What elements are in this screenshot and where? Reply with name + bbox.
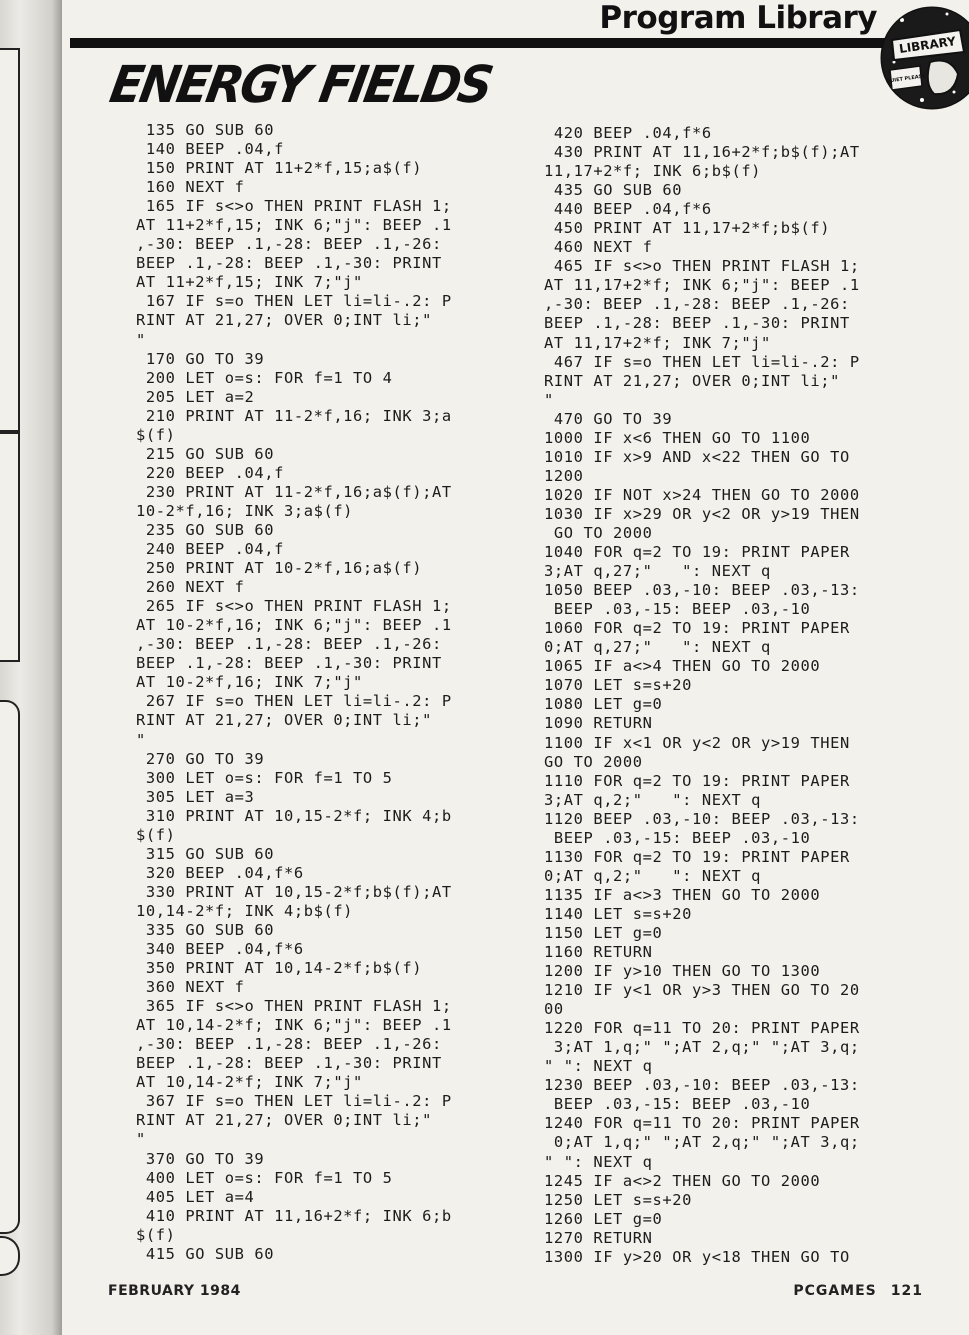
code-line: 1110 FOR q=2 TO 19: PRINT PAPER — [544, 771, 850, 790]
code-line: 1240 FOR q=11 TO 20: PRINT PAPER — [544, 1114, 860, 1133]
code-line: 415 GO SUB 60 — [136, 1244, 275, 1263]
code-line: 1260 LET g=0 — [544, 1209, 663, 1228]
page-number: 121 — [890, 1283, 923, 1299]
code-line: 3;AT q,27;" ": NEXT q — [544, 562, 771, 581]
code-line: 260 NEXT f — [136, 578, 245, 597]
code-line: 1140 LET s=s+20 — [544, 904, 692, 923]
code-line: ,-30: BEEP .1,-28: BEEP .1,-26: — [544, 295, 850, 314]
code-line: 350 PRINT AT 10,14-2*f;b$(f) — [136, 959, 423, 978]
code-line: AT 11+2*f,15; INK 7;"j" — [136, 273, 363, 292]
code-line: 460 NEXT f — [544, 238, 653, 257]
code-line: 167 IF s=o THEN LET li=li-.2: P — [136, 292, 452, 311]
code-line: 135 GO SUB 60 — [136, 121, 275, 139]
code-line: 1065 IF a<>4 THEN GO TO 2000 — [544, 657, 821, 676]
code-line: 265 IF s<>o THEN PRINT FLASH 1; — [136, 597, 452, 616]
code-line: 267 IF s=o THEN LET li=li-.2: P — [136, 692, 452, 711]
code-line: 1135 IF a<>3 THEN GO TO 2000 — [544, 885, 821, 904]
code-line: 270 GO TO 39 — [136, 749, 265, 768]
code-line: 1250 LET s=s+20 — [544, 1190, 692, 1209]
code-line: 240 BEEP .04,f — [136, 540, 284, 559]
code-line: " — [136, 1130, 146, 1149]
magazine-name: PCGAMES — [793, 1283, 877, 1299]
code-line: BEEP .1,-28: BEEP .1,-30: PRINT — [136, 254, 442, 273]
code-line: 3;AT q,2;" ": NEXT q — [544, 790, 762, 809]
code-line: ,-30: BEEP .1,-28: BEEP .1,-26: — [136, 1035, 442, 1054]
code-line: 0;AT q,2;" ": NEXT q — [544, 866, 762, 885]
code-listing-right — [544, 124, 860, 1267]
code-line: 430 PRINT AT 11,16+2*f;b$(f);AT — [544, 143, 860, 162]
code-line: $(f) — [136, 1225, 176, 1244]
code-line: 360 NEXT f — [136, 978, 245, 997]
code-line: RINT AT 21,27; OVER 0;INT li;" — [136, 1111, 432, 1130]
code-line: 465 IF s<>o THEN PRINT FLASH 1; — [544, 257, 860, 276]
code-line: 10,14-2*f; INK 4;b$(f) — [136, 901, 354, 920]
code-line: 450 PRINT AT 11,17+2*f;b$(f) — [544, 219, 831, 238]
code-line: 405 LET a=4 — [136, 1187, 255, 1206]
code-line: 305 LET a=3 — [136, 787, 255, 806]
code-line: 1210 IF y<1 OR y>3 THEN GO TO 20 — [544, 981, 860, 1000]
code-line: 1200 IF y>10 THEN GO TO 1300 — [544, 962, 821, 981]
code-line: " — [544, 390, 554, 409]
code-line: RINT AT 21,27; OVER 0;INT li;" — [136, 311, 432, 330]
code-line: 1300 IF y>20 OR y<18 THEN GO TO — [544, 1247, 850, 1266]
code-line: 1080 LET g=0 — [544, 695, 663, 714]
adjacent-page-box — [0, 48, 20, 432]
header-rule — [70, 38, 895, 48]
code-line: BEEP .03,-15: BEEP .03,-10 — [544, 828, 811, 847]
code-line: AT 11,17+2*f; INK 7;"j" — [544, 333, 771, 352]
code-line: 320 BEEP .04,f*6 — [136, 863, 304, 882]
code-line: BEEP .1,-28: BEEP .1,-30: PRINT — [544, 314, 850, 333]
library-logo — [872, 0, 969, 118]
code-line: 1150 LET g=0 — [544, 923, 663, 942]
code-line: AT 10-2*f,16; INK 6;"j": BEEP .1 — [136, 616, 452, 635]
code-line: 3;AT 1,q;" ";AT 2,q;" ";AT 3,q; — [544, 1038, 860, 1057]
code-line: 400 LET o=s: FOR f=1 TO 5 — [136, 1168, 393, 1187]
code-line: BEEP .03,-15: BEEP .03,-10 — [544, 1095, 811, 1114]
code-line: BEEP .03,-15: BEEP .03,-10 — [544, 600, 811, 619]
code-line: ,-30: BEEP .1,-28: BEEP .1,-26: — [136, 635, 442, 654]
code-line: 11,17+2*f; INK 6;b$(f) — [544, 162, 762, 181]
code-line: AT 10,14-2*f; INK 6;"j": BEEP .1 — [136, 1016, 452, 1035]
code-line: 00 — [544, 1000, 564, 1019]
code-line: 300 LET o=s: FOR f=1 TO 5 — [136, 768, 393, 787]
code-line: BEEP .1,-28: BEEP .1,-30: PRINT — [136, 1054, 442, 1073]
adjacent-page-box — [0, 700, 20, 1234]
code-line: $(f) — [136, 425, 176, 444]
code-line: 470 GO TO 39 — [544, 409, 673, 428]
code-line: GO TO 2000 — [544, 523, 653, 542]
adjacent-page-box — [0, 1236, 20, 1276]
code-line: 10-2*f,16; INK 3;a$(f) — [136, 501, 354, 520]
code-line: 330 PRINT AT 10,15-2*f;b$(f);AT — [136, 882, 452, 901]
footer-right — [779, 1283, 923, 1299]
code-line: 435 GO SUB 60 — [544, 181, 683, 200]
code-line: 1120 BEEP .03,-10: BEEP .03,-13: — [544, 809, 860, 828]
code-line: 250 PRINT AT 10-2*f,16;a$(f) — [136, 559, 423, 578]
code-line: 335 GO SUB 60 — [136, 920, 275, 939]
code-line: 1010 IF x>9 AND x<22 THEN GO TO — [544, 447, 850, 466]
code-line: 1000 IF x<6 THEN GO TO 1100 — [544, 428, 811, 447]
code-line: " — [136, 330, 146, 349]
code-line: 367 IF s=o THEN LET li=li-.2: P — [136, 1092, 452, 1111]
code-line: RINT AT 21,27; OVER 0;INT li;" — [544, 371, 840, 390]
code-line: AT 11,17+2*f; INK 6;"j": BEEP .1 — [544, 276, 860, 295]
code-line: 365 IF s<>o THEN PRINT FLASH 1; — [136, 997, 452, 1016]
code-line: 1100 IF x<1 OR y<2 OR y>19 THEN — [544, 733, 850, 752]
code-line: 1200 — [544, 466, 584, 485]
code-line: 0;AT 1,q;" ";AT 2,q;" ";AT 3,q; — [544, 1133, 860, 1152]
code-line: 210 PRINT AT 11-2*f,16; INK 3;a — [136, 406, 452, 425]
code-line: " ": NEXT q — [544, 1152, 653, 1171]
code-line: 1270 RETURN — [544, 1228, 653, 1247]
code-line: ,-30: BEEP .1,-28: BEEP .1,-26: — [136, 235, 442, 254]
code-line: 1230 BEEP .03,-10: BEEP .03,-13: — [544, 1076, 860, 1095]
code-line: 0;AT q,27;" ": NEXT q — [544, 638, 771, 657]
code-line: 467 IF s=o THEN LET li=li-.2: P — [544, 352, 860, 371]
code-line: 235 GO SUB 60 — [136, 520, 275, 539]
code-line: 410 PRINT AT 11,16+2*f; INK 6;b — [136, 1206, 452, 1225]
code-line: 165 IF s<>o THEN PRINT FLASH 1; — [136, 197, 452, 216]
issue-date: FEBRUARY 1984 — [108, 1283, 241, 1299]
code-line: 1245 IF a<>2 THEN GO TO 2000 — [544, 1171, 821, 1190]
code-line: 160 NEXT f — [136, 178, 245, 197]
code-line: 340 BEEP .04,f*6 — [136, 940, 304, 959]
code-line: 1040 FOR q=2 TO 19: PRINT PAPER — [544, 543, 850, 562]
code-line: AT 10,14-2*f; INK 7;"j" — [136, 1073, 363, 1092]
code-line: 150 PRINT AT 11+2*f,15;a$(f) — [136, 159, 423, 178]
code-line: 140 BEEP .04,f — [136, 140, 284, 159]
code-line: " — [136, 730, 146, 749]
code-line: 440 BEEP .04,f*6 — [544, 200, 712, 219]
code-line: 1050 BEEP .03,-10: BEEP .03,-13: — [544, 581, 860, 600]
code-line: 230 PRINT AT 11-2*f,16;a$(f);AT — [136, 482, 452, 501]
code-line: $(f) — [136, 825, 176, 844]
code-line: 420 BEEP .04,f*6 — [544, 124, 712, 142]
code-line: 1220 FOR q=11 TO 20: PRINT PAPER — [544, 1019, 860, 1038]
code-line: 1090 RETURN — [544, 714, 653, 733]
code-line: 1030 IF x>29 OR y<2 OR y>19 THEN — [544, 504, 860, 523]
code-line: 1070 LET s=s+20 — [544, 676, 692, 695]
code-line: BEEP .1,-28: BEEP .1,-30: PRINT — [136, 654, 442, 673]
code-line: AT 11+2*f,15; INK 6;"j": BEEP .1 — [136, 216, 452, 235]
code-line: 370 GO TO 39 — [136, 1149, 265, 1168]
code-line: 200 LET o=s: FOR f=1 TO 4 — [136, 368, 393, 387]
adjacent-page-edge — [0, 0, 62, 1335]
code-line: " ": NEXT q — [544, 1057, 653, 1076]
code-line: RINT AT 21,27; OVER 0;INT li;" — [136, 711, 432, 730]
code-line: 170 GO TO 39 — [136, 349, 265, 368]
code-line: 215 GO SUB 60 — [136, 444, 275, 463]
code-line: 310 PRINT AT 10,15-2*f; INK 4;b — [136, 806, 452, 825]
code-line: 1160 RETURN — [544, 943, 653, 962]
code-line: 315 GO SUB 60 — [136, 844, 275, 863]
code-line: 1020 IF NOT x>24 THEN GO TO 2000 — [544, 485, 860, 504]
code-line: 205 LET a=2 — [136, 387, 255, 406]
logo-sign-text: QUIET PLEASE — [885, 73, 927, 85]
adjacent-page-box — [0, 432, 20, 662]
article-title: ENERGY FIELDS — [105, 56, 495, 115]
code-listing-left — [136, 121, 452, 1264]
code-line: AT 10-2*f,16; INK 7;"j" — [136, 673, 363, 692]
code-line: 220 BEEP .04,f — [136, 463, 284, 482]
code-line: 1130 FOR q=2 TO 19: PRINT PAPER — [544, 847, 850, 866]
code-line: 1060 FOR q=2 TO 19: PRINT PAPER — [544, 619, 850, 638]
section-title: Program Library — [599, 0, 877, 36]
code-line: GO TO 2000 — [544, 752, 643, 771]
logo-text: LIBRARY — [898, 34, 957, 56]
